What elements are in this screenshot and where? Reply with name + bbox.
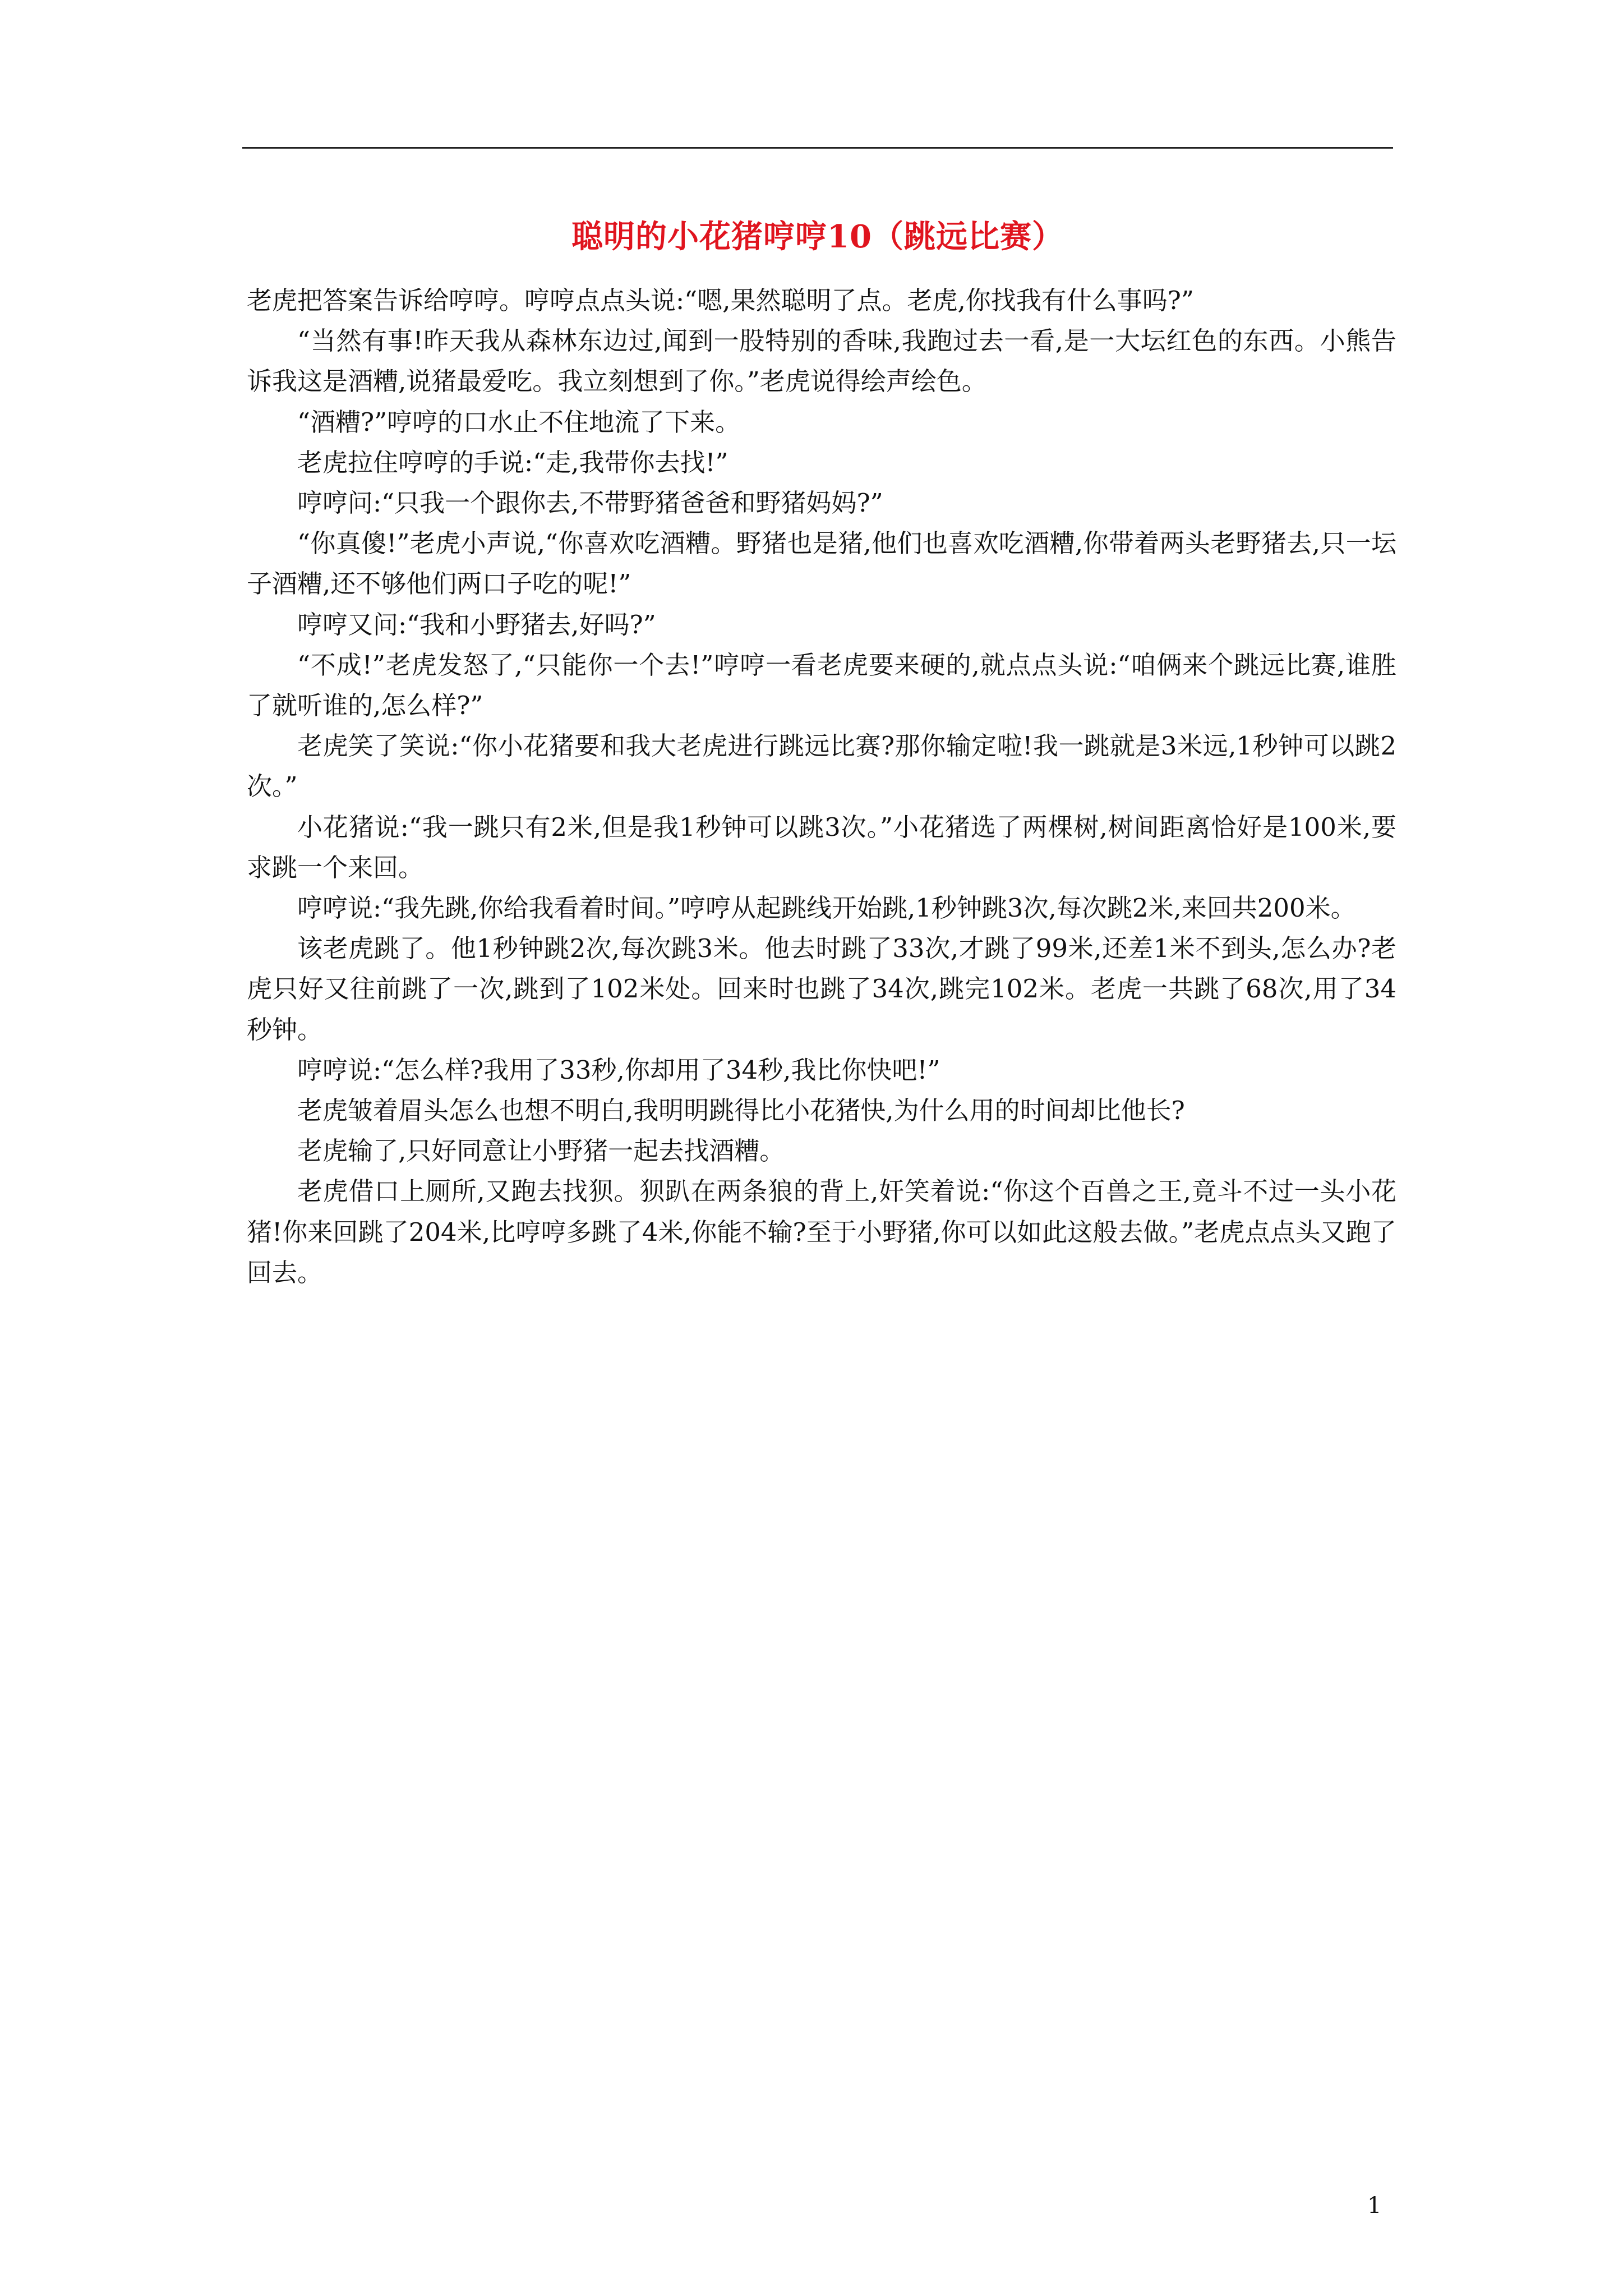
paragraph-7: 哼哼又问:“我和小野猪去,好吗?” <box>297 609 656 639</box>
paragraph-11: 哼哼说:“我先跳,你给我看着时间。”哼哼从起跳线开始跳,1秒钟跳3次,每次跳2米,来回共200米。 <box>297 893 1356 923</box>
paragraph-6: “你真傻!”老虎小声说,“你喜欢吃酒糟。野猪也是猪,他们也喜欢吃酒糟,你带着两头老野猪去,只一坛子酒糟,还不够他们两口子吃的呢!” <box>247 528 1396 599</box>
paragraph-15: 老虎输了,只好同意让小野猪一起去找酒糟。 <box>297 1136 785 1166</box>
page-number: 1 <box>1367 2193 1382 2219</box>
story-body <box>247 280 1396 1293</box>
paragraph-3: “酒糟?”哼哼的口水止不住地流了下来。 <box>297 407 741 437</box>
paragraph-16: 老虎借口上厕所,又跑去找狈。狈趴在两条狼的背上,奸笑着说:“你这个百兽之王,竟斗不过一头小花猪!你来回跳了204米,比哼哼多跳了4米,你能不输?至于小野猪,你可以如此这般去做。”老虎点点头又跑了回去。 <box>247 1176 1396 1287</box>
paragraph-2: “当然有事!昨天我从森林东边过,闻到一股特别的香味,我跑过去一看,是一大坛红色的东西。小熊告诉我这是酒糟,说猪最爱吃。我立刻想到了你。”老虎说得绘声绘色。 <box>247 326 1396 397</box>
header-rule <box>242 147 1393 149</box>
paragraph-13: 哼哼说:“怎么样?我用了33秒,你却用了34秒,我比你快吧!” <box>297 1055 940 1085</box>
document-title: 聪明的小花猪哼哼10（跳远比赛） <box>571 218 1064 255</box>
paragraph-4: 老虎拉住哼哼的手说:“走,我带你去找!” <box>297 447 728 477</box>
paragraph-1: 老虎把答案告诉给哼哼。哼哼点点头说:“嗯,果然聪明了点。老虎,你找我有什么事吗?” <box>247 286 1194 315</box>
paragraph-10: 小花猪说:“我一跳只有2米,但是我1秒钟可以跳3次。”小花猪选了两棵树,树间距离恰好是100米,要求跳一个来回。 <box>247 812 1396 882</box>
paragraph-14: 老虎皱着眉头怎么也想不明白,我明明跳得比小花猪快,为什么用的时间却比他长? <box>297 1096 1185 1126</box>
paragraph-8: “不成!”老虎发怒了,“只能你一个去!”哼哼一看老虎要来硬的,就点点头说:“咱俩来个跳远比赛,谁胜了就听谁的,怎么样?” <box>247 650 1396 721</box>
paragraph-9: 老虎笑了笑说:“你小花猪要和我大老虎进行跳远比赛?那你输定啦!我一跳就是3米远,1秒钟可以跳2次。” <box>247 731 1396 802</box>
paragraph-5: 哼哼问:“只我一个跟你去,不带野猪爸爸和野猪妈妈?” <box>297 488 883 518</box>
paragraph-12: 该老虎跳了。他1秒钟跳2次,每次跳3米。他去时跳了33次,才跳了99米,还差1米不到头,怎么办?老虎只好又往前跳了一次,跳到了102米处。回来时也跳了34次,跳完102米。老虎一共跳了68次,用了34秒钟。 <box>247 933 1396 1045</box>
